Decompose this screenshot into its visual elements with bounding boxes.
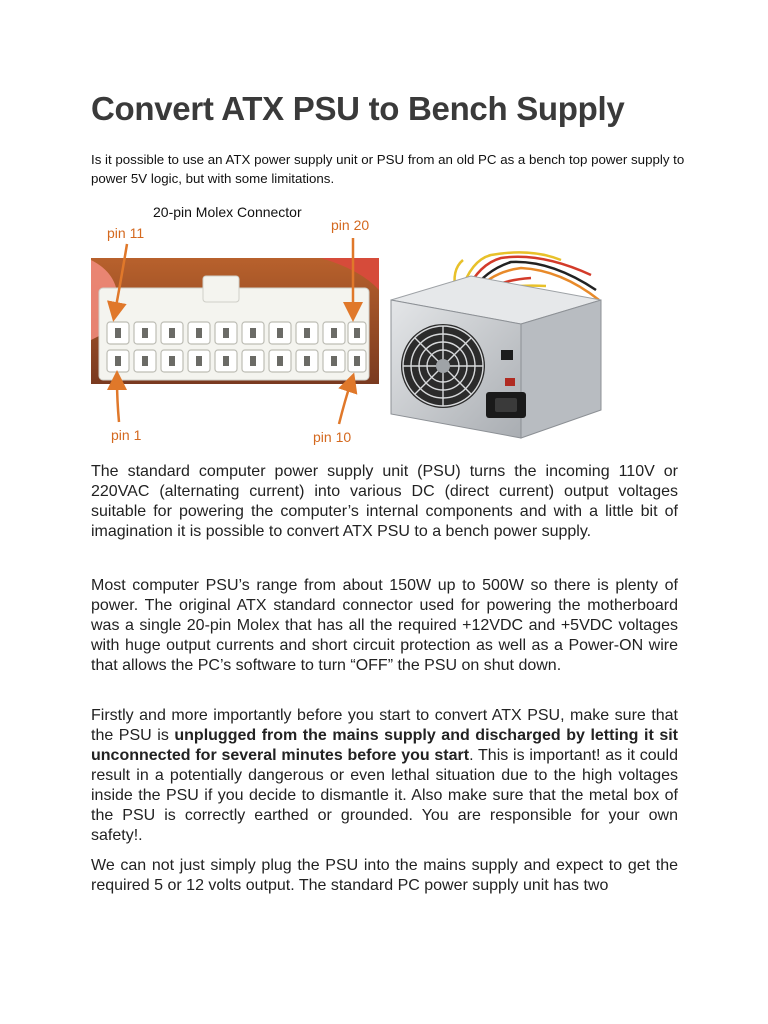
psu-unit-photo xyxy=(391,252,601,438)
pin10-arrow xyxy=(339,382,351,424)
paragraph-mains-supply: We can not just simply plug the PSU into the mains supply and expect to get the required 5 or 12 volts output. The standard PC power supply unit has two xyxy=(91,857,678,894)
pin11-label: pin 11 xyxy=(107,225,145,241)
molex-connector-photo xyxy=(91,258,379,384)
figure-graphic xyxy=(91,200,621,452)
pin1-arrow xyxy=(117,380,119,422)
paragraph-psu-overview: The standard computer power supply unit (PSU) turns the incoming 110V or 220VAC (alternating current) into various DC (direct current) output voltages suitable for powering the computer’s internal components and with a little bit of imagination it is possible to convert ATX PSU to a bench power supply. xyxy=(91,463,678,540)
pin10-label: pin 10 xyxy=(313,429,352,445)
paragraph-safety-warning xyxy=(91,706,678,846)
safety-emphasis: unplugged from the mains supply and discharged by letting it sit unconnected for several minutes before you start xyxy=(91,727,679,764)
pin1-label: pin 1 xyxy=(111,427,142,443)
page-title: Convert ATX PSU to Bench Supply xyxy=(91,90,625,127)
pin20-label: pin 20 xyxy=(331,217,370,233)
connector-label: 20-pin Molex Connector xyxy=(153,204,302,220)
safety-text-start: Firstly and more importantly before you start to convert ATX PSU, make sure that the PSU is xyxy=(91,707,678,744)
safety-text-end: . This is important! as it could result in a potentially dangerous or even lethal situation due to the high voltages inside the PSU if you decide to dismantle it. Also make sure that the metal box of the PSU is correctly earthed or grounded. You are responsible for your own safety!. xyxy=(91,747,678,844)
connector-and-psu-figure xyxy=(91,200,621,452)
intro-paragraph: Is it possible to use an ATX power supply unit or PSU from an old PC as a bench top power supply to power 5V logic, but with some limitations. xyxy=(91,152,685,186)
paragraph-power-range: Most computer PSU’s range from about 150W up to 500W so there is plenty of power. The original ATX standard connector used for powering the motherboard was a single 20-pin Molex that has all the required +12VDC and +5VDC voltages with huge output currents and short circuit protection as well as a Power-ON wire that allows the PC’s software to turn “OFF” the PSU on shut down. xyxy=(91,577,678,674)
